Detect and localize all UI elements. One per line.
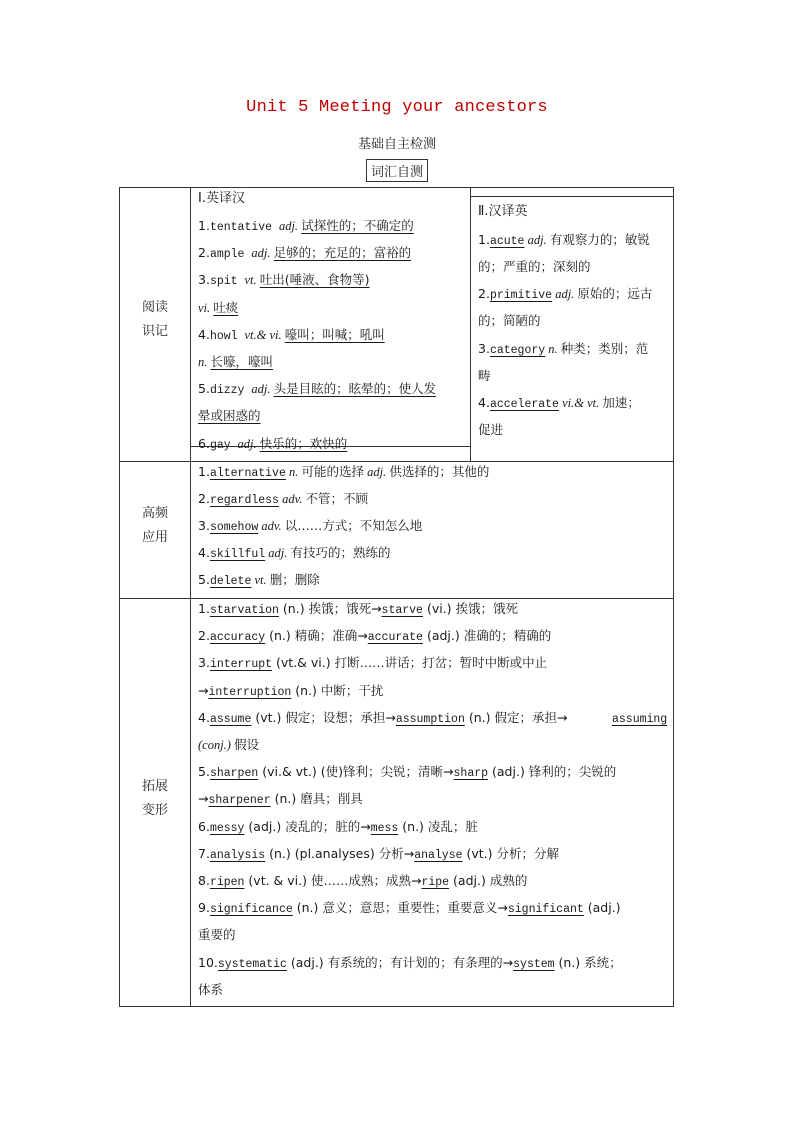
item-word: acute xyxy=(489,235,525,248)
item-word: starvation xyxy=(209,604,279,617)
inner-divider-top xyxy=(470,196,674,197)
frequent-item xyxy=(198,518,422,536)
item-pos: vt. xyxy=(244,273,260,287)
item-pos: (n.) xyxy=(554,955,585,970)
page-subtitle: 基础自主检测 xyxy=(357,137,436,152)
extend-item xyxy=(198,955,622,973)
item-word: ample xyxy=(209,248,252,261)
item-meaning: 准确的；精确的 xyxy=(463,628,552,643)
item-meaning: 打断……讲话；打岔；暂时中断或中止 xyxy=(334,655,548,670)
part1-item xyxy=(198,408,261,424)
item-pos: (adj.) xyxy=(244,819,286,834)
part1-item xyxy=(198,327,385,345)
row-label-frequent: 高频 应用 xyxy=(141,506,168,545)
item-pos: (n.) xyxy=(270,791,301,806)
item-number: 1. xyxy=(198,464,210,479)
frequent-item xyxy=(198,464,489,482)
item-meaning: 锋利的；尖锐的 xyxy=(528,764,617,779)
item-number: 5. xyxy=(198,764,210,779)
part2-line xyxy=(478,395,640,413)
item-word: regardless xyxy=(209,494,279,507)
item-number: 4. xyxy=(478,395,490,410)
item-meaning: 使……成熟；成熟→ xyxy=(310,873,422,888)
item-meaning: (使)锋利；尖锐；清晰→ xyxy=(320,764,454,779)
item-meaning: 有系统的；有计划的；有条理的→ xyxy=(327,955,514,970)
item-number: 2. xyxy=(198,245,210,260)
page-title: Unit 5 Meeting your ancestors xyxy=(246,98,548,117)
item-pos: (n.) xyxy=(265,846,295,861)
part2-heading: Ⅱ.汉译英 xyxy=(478,204,528,219)
item-meaning: 假定；设想；承担→ xyxy=(285,710,396,725)
item-word: category xyxy=(489,344,546,357)
item-meaning: 加速； xyxy=(602,395,640,410)
item-meaning: 不管；不顾 xyxy=(305,491,368,506)
item-meaning: 中断；干扰 xyxy=(320,683,384,698)
item-pos: vt. xyxy=(251,573,270,587)
item-number: 3. xyxy=(198,272,210,287)
item-meaning: 挨饿；饿死 xyxy=(455,601,519,616)
item-number: 1. xyxy=(478,232,490,247)
item-pos: (n.) xyxy=(291,683,321,698)
item-pos: n. xyxy=(285,465,302,479)
item-word: accurate xyxy=(367,631,423,644)
item-pos: (n.) xyxy=(292,900,323,915)
item-word: assume xyxy=(209,713,252,726)
item-number: 6. xyxy=(198,436,210,451)
item-word: assuming xyxy=(612,713,668,726)
item-pos: (conj.) xyxy=(198,738,235,752)
item-pos: adj. xyxy=(251,382,274,396)
extend-item xyxy=(198,628,551,646)
item-meaning: 凌乱的；脏的→ xyxy=(285,819,371,834)
item-meaning: 系统； xyxy=(584,955,622,970)
row-label-reading: 阅读 识记 xyxy=(141,300,168,339)
item-word: sharp xyxy=(453,767,489,780)
item-word: ripe xyxy=(421,876,450,889)
extend-item xyxy=(198,873,527,891)
item-pos: (adj.) xyxy=(583,900,621,915)
item-pos: (n.) xyxy=(265,628,295,643)
item-pos: (vi.& vt.) xyxy=(258,764,321,779)
item-word: significant xyxy=(507,903,584,916)
extend-item xyxy=(198,900,621,918)
item-number: 3. xyxy=(198,518,210,533)
item-word: analyse xyxy=(414,849,463,862)
item-meaning: 重要的 xyxy=(198,927,236,942)
item-number: 1. xyxy=(198,601,210,616)
item-pos: (n.) xyxy=(464,710,495,725)
part2-line xyxy=(478,368,491,384)
inner-divider-vertical xyxy=(470,187,471,461)
item-word: analysis xyxy=(209,849,266,862)
item-number: 4. xyxy=(198,710,210,725)
item-meaning: 体系 xyxy=(198,982,224,997)
extend-item xyxy=(198,601,518,619)
item-word: sharpener xyxy=(208,794,271,807)
item-word: skillful xyxy=(209,548,266,561)
item-meaning: 种类；类别；范 xyxy=(560,341,649,356)
item-pos: n. xyxy=(545,342,561,356)
table-divider-row1 xyxy=(119,461,674,462)
part2-line xyxy=(478,286,652,304)
extend-item xyxy=(198,927,236,943)
item-pos: (adj.) xyxy=(422,628,464,643)
item-number: 2. xyxy=(478,286,490,301)
table-divider-vertical xyxy=(190,187,191,1007)
item-pos: adj. xyxy=(265,546,291,560)
item-answer: 吐痰 xyxy=(213,300,239,315)
item-number: 3. xyxy=(478,341,490,356)
extend-item xyxy=(198,982,223,998)
item-meaning: 分析；分解 xyxy=(496,846,559,861)
item-pos: (vi.) xyxy=(422,601,456,616)
item-word: delete xyxy=(209,575,252,588)
item-word: messy xyxy=(209,822,245,835)
item-pos: (vt.& vi.) xyxy=(272,655,335,670)
item-meaning: 以……方式；不知怎么地 xyxy=(284,518,423,533)
part1-item xyxy=(198,272,370,290)
item-word: system xyxy=(513,958,555,971)
item-pos: (adj.) xyxy=(488,764,529,779)
part1-item xyxy=(198,436,347,454)
frequent-item xyxy=(198,572,320,590)
item-word: significance xyxy=(209,903,293,916)
item-word: gay xyxy=(209,439,238,452)
item-pos: (vt. & vi.) xyxy=(244,873,311,888)
part2-line xyxy=(478,313,541,329)
item-number: 2. xyxy=(198,491,210,506)
item-meaning: 有技巧的；熟练的 xyxy=(290,545,391,560)
item-word: dizzy xyxy=(209,384,252,397)
item-answer: 快乐的；欢快的 xyxy=(259,436,348,451)
item-number: 4. xyxy=(198,545,210,560)
item-pos: (vt.) xyxy=(251,710,286,725)
item-word: mess xyxy=(370,822,399,835)
extend-item xyxy=(198,846,559,864)
item-number: 4. xyxy=(198,327,210,342)
item-meaning: 供选择的；其他的 xyxy=(389,464,490,479)
item-word: systematic xyxy=(217,958,287,971)
part2-line xyxy=(478,341,648,359)
item-pos: (n.) xyxy=(278,601,309,616)
part1-item xyxy=(198,354,273,370)
item-meaning: 有观察力的；敏锐 xyxy=(549,232,650,247)
item-meaning: 挨饿；饿死→ xyxy=(308,601,382,616)
item-pos: adj. xyxy=(524,233,550,247)
item-answer: 足够的；充足的；富裕的 xyxy=(273,245,412,260)
item-number: → xyxy=(198,791,209,806)
frequent-item xyxy=(198,545,391,563)
item-word: alternative xyxy=(209,467,286,480)
item-answer: 嚎叫；叫喊；吼叫 xyxy=(284,327,385,342)
item-meaning: 原始的；远古 xyxy=(577,286,653,301)
item-number: 9. xyxy=(198,900,210,915)
item-answer: 长嚎，嚎叫 xyxy=(210,354,274,369)
item-pos: vi.& vt. xyxy=(558,396,603,410)
item-word: starve xyxy=(381,604,423,617)
item-word: primitive xyxy=(489,289,553,302)
item-word: sharpen xyxy=(209,767,259,780)
item-word: interruption xyxy=(208,686,292,699)
item-meaning: 磨具；削具 xyxy=(300,791,363,806)
extend-item xyxy=(198,737,259,753)
extend-item xyxy=(198,791,363,809)
item-meaning: 可能的选择 xyxy=(301,464,364,479)
extend-item xyxy=(198,710,567,728)
item-meaning: 成熟的 xyxy=(489,873,528,888)
item-pos: adj. xyxy=(364,465,390,479)
item-answer: 头是目眩的；眩晕的；使人发 xyxy=(273,381,437,396)
table-divider-row2 xyxy=(119,598,674,599)
part2-line xyxy=(478,422,503,438)
item-number: 1. xyxy=(198,218,210,233)
extend-item xyxy=(198,655,547,673)
item-meaning: (pl.analyses) 分析→ xyxy=(294,846,415,861)
item-word: howl xyxy=(209,330,245,343)
item-meaning: 凌乱；脏 xyxy=(427,819,478,834)
item-word: ripen xyxy=(209,876,245,889)
extend-item xyxy=(198,819,478,837)
part1-item xyxy=(198,245,411,263)
item-number: 10. xyxy=(198,955,218,970)
part1-heading: Ⅰ.英译汉 xyxy=(198,191,245,206)
item-meaning: 畴 xyxy=(478,368,491,383)
item-word: somehow xyxy=(209,521,259,534)
section-box-wrap xyxy=(0,159,794,182)
item-pos: adj. xyxy=(278,219,302,233)
item-pos: adv. xyxy=(278,492,306,506)
item-pos: (n.) xyxy=(398,819,428,834)
item-pos: n. xyxy=(198,355,211,369)
item-number: 5. xyxy=(198,381,210,396)
row-label-extend: 拓展 变形 xyxy=(141,779,168,818)
item-number: 5. xyxy=(198,572,210,587)
item-number: 8. xyxy=(198,873,210,888)
item-meaning: 意义；意思；重要性；重要意义→ xyxy=(322,900,508,915)
item-word: interrupt xyxy=(209,658,273,671)
part1-item xyxy=(198,381,436,399)
frequent-item xyxy=(198,491,368,509)
item-word: accuracy xyxy=(209,631,266,644)
item-word: assumption xyxy=(395,713,465,726)
extend-item xyxy=(198,764,616,782)
item-number: → xyxy=(198,683,209,698)
item-pos: (adj.) xyxy=(286,955,328,970)
item-number: 7. xyxy=(198,846,210,861)
item-meaning: 的；简陋的 xyxy=(478,313,541,328)
item-pos: (vt.) xyxy=(462,846,497,861)
item-number: 6. xyxy=(198,819,210,834)
item-pos: (adj.) xyxy=(449,873,490,888)
item-pos: vi. xyxy=(198,301,214,315)
item-meaning: 的；严重的；深刻的 xyxy=(478,259,591,274)
item-pos: adj. xyxy=(251,246,274,260)
item-number: 2. xyxy=(198,628,210,643)
item-pos: vt.& vi. xyxy=(244,328,285,342)
item-meaning: 假设 xyxy=(234,737,260,752)
item-word: spit xyxy=(209,275,245,288)
item-pos: adj. xyxy=(237,437,260,451)
item-answer: 晕或困惑的 xyxy=(198,408,261,423)
item-answer: 试探性的；不确定的 xyxy=(301,218,414,233)
item-pos: adv. xyxy=(258,519,285,533)
extend-item xyxy=(612,710,667,728)
item-number: 3. xyxy=(198,655,210,670)
item-word: tentative xyxy=(209,221,279,234)
item-pos: adj. xyxy=(552,287,578,301)
item-word: accelerate xyxy=(489,398,559,411)
item-answer: 吐出(唾液、食物等) xyxy=(259,272,370,287)
part2-line xyxy=(478,232,650,250)
item-meaning: 促进 xyxy=(478,422,504,437)
item-meaning: 假定；承担→ xyxy=(494,710,568,725)
item-meaning: 删；删除 xyxy=(269,572,320,587)
part2-line xyxy=(478,259,591,275)
extend-item xyxy=(198,683,383,701)
section-box: 词汇自测 xyxy=(366,159,428,182)
part1-item xyxy=(198,218,414,236)
item-meaning: 精确；准确→ xyxy=(294,628,368,643)
part1-item xyxy=(198,300,238,316)
